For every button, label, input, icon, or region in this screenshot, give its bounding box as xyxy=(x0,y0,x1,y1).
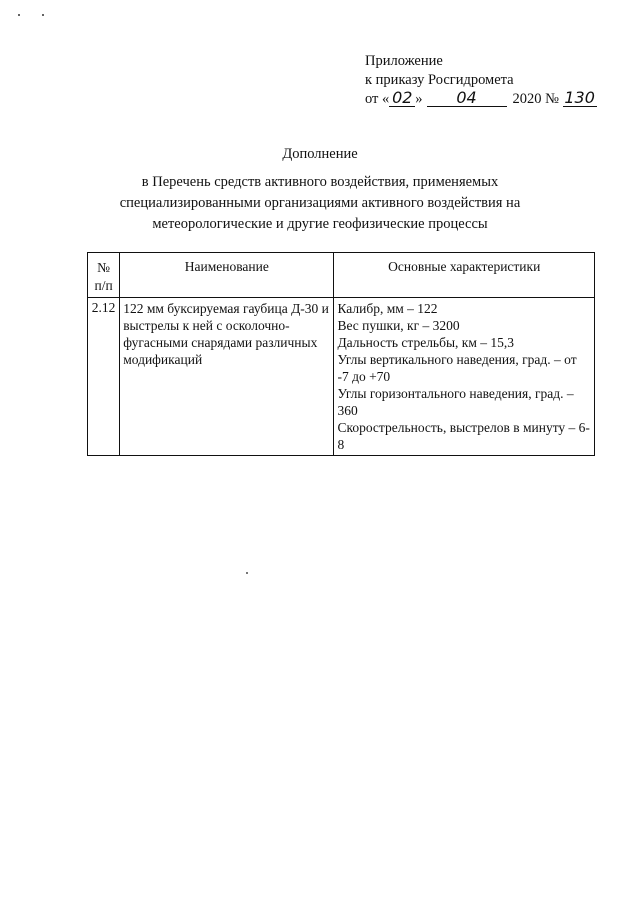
table-header-row xyxy=(88,253,595,298)
order-date-line xyxy=(365,90,597,109)
year-and-number-label: 2020 № xyxy=(512,91,559,107)
spec-line: Скорострельность, выстрелов в минуту – 6-8 xyxy=(337,420,590,452)
header-specs: Основные характеристики xyxy=(334,253,595,298)
spec-line: Дальность стрельбы, км – 15,3 xyxy=(337,335,515,350)
spec-line: Калибр, мм – 122 xyxy=(337,301,438,316)
order-reference: к приказу Росгидромета xyxy=(365,72,514,88)
spec-line: Вес пушки, кг – 3200 xyxy=(337,318,460,333)
date-prefix: от « xyxy=(365,91,390,107)
subtitle-line: метеорологические и другие геофизические процессы xyxy=(152,216,488,232)
spec-line: Углы вертикального наведения, град. – от -7 до +70 xyxy=(337,352,577,384)
header-number xyxy=(88,253,120,298)
scan-speck xyxy=(42,14,44,16)
document-title: Дополнение xyxy=(282,146,358,162)
appendix-label: Приложение xyxy=(365,53,443,69)
row-specs xyxy=(334,298,595,456)
handwritten-month: 04 xyxy=(427,90,507,107)
row-name: 122 мм буксируемая гаубица Д-30 и выстрелы к ней с осколочно-фугасными снарядами различных модификаций xyxy=(120,298,334,456)
subtitle-line: специализированными организациями активного воздействия на xyxy=(119,195,521,211)
spec-line: Углы горизонтального наведения, град. – 360 xyxy=(337,386,574,418)
header-number-line2: п/п xyxy=(94,278,113,293)
handwritten-day: 02 xyxy=(389,90,415,107)
scan-speck xyxy=(246,572,248,574)
subtitle-line: в Перечень средств активного воздействия, применяемых xyxy=(141,174,499,190)
header-number-line1: № xyxy=(97,260,111,275)
appendix-block xyxy=(365,52,597,109)
scan-speck xyxy=(18,14,20,16)
table-row xyxy=(88,298,595,456)
document-subtitle xyxy=(0,172,640,235)
handwritten-order-number: 130 xyxy=(564,88,595,107)
items-table xyxy=(87,252,595,456)
date-mid: » xyxy=(415,91,423,107)
header-name: Наименование xyxy=(120,253,334,298)
row-number: 2.12 xyxy=(88,298,120,456)
